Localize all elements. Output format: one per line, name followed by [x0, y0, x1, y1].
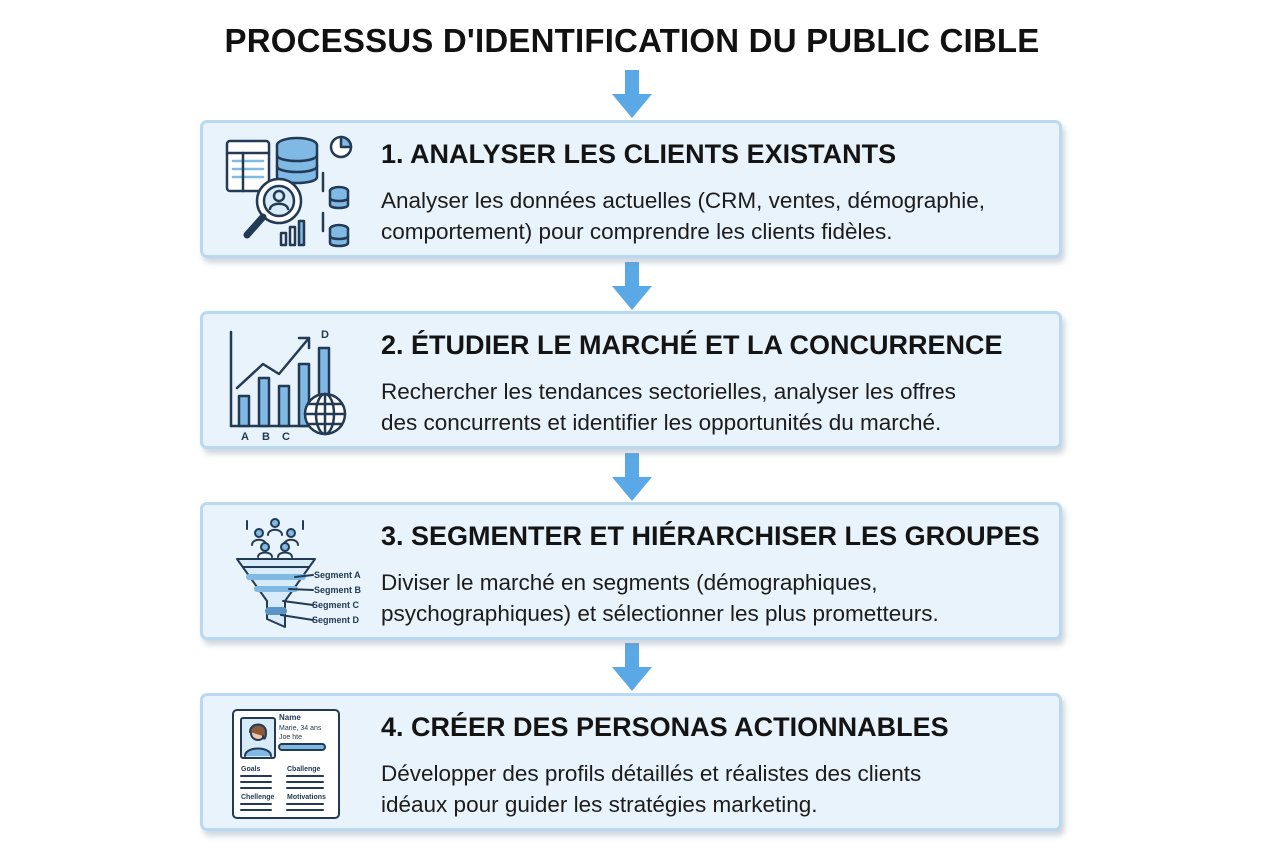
axis-label-d: D	[321, 329, 329, 341]
segment-label-a: Segment A	[314, 570, 361, 580]
step-1-desc-line-1: Analyser les données actuelles (CRM, ventes, démographie,	[381, 188, 986, 213]
step-2-desc-line-2: des concurrents et identifier les opportunités du marché.	[381, 410, 942, 435]
segment-label-b: Segment B	[314, 585, 362, 595]
step-1-box	[200, 120, 1062, 258]
step-1-title: 1. ANALYSER LES CLIENTS EXISTANTS	[381, 139, 897, 169]
down-arrow-icon	[612, 453, 652, 503]
persona-goals-label: Goals	[241, 766, 261, 773]
down-arrow-icon	[612, 70, 652, 120]
segment-label-c: Segment C	[312, 600, 360, 610]
step-1-desc-line-2: comportement) pour comprendre les clients fidèles.	[381, 219, 893, 244]
step-3-desc-line-2: psychographiques) et sélectionner les plus prometteurs.	[381, 601, 939, 626]
persona-challenge-label-1: Cballenge	[287, 766, 321, 773]
segment-label-d: Segment D	[312, 615, 360, 625]
step-2-box	[200, 311, 1062, 449]
step-3-desc-line-1: Diviser le marché en segments (démographiques,	[381, 570, 878, 595]
step-4-box	[200, 693, 1062, 831]
persona-detail-label: Marie, 34 ans	[279, 725, 322, 732]
step-2-title: 2. ÉTUDIER LE MARCHÉ ET LA CONCURRENCE	[381, 330, 1003, 360]
down-arrow-icon	[612, 262, 652, 312]
step-3-title: 3. SEGMENTER ET HIÉRARCHISER LES GROUPES	[381, 521, 1040, 551]
step-4-description	[381, 758, 1061, 820]
step-2-description	[381, 376, 1061, 438]
step-4-title: 4. CRÉER DES PERSONAS ACTIONNABLES	[381, 712, 949, 742]
diagram-title: PROCESSUS D'IDENTIFICATION DU PUBLIC CIBLE	[224, 22, 1040, 59]
axis-label-c: C	[282, 431, 290, 443]
persona-motivations-label: Motivations	[287, 794, 326, 801]
step-4-desc-line-1: Développer des profils détaillés et réalistes des clients	[381, 761, 922, 786]
data-analysis-icon	[223, 133, 355, 249]
step-2-desc-line-1: Rechercher les tendances sectorielles, analyser les offres	[381, 379, 956, 404]
down-arrow-icon	[612, 643, 652, 693]
persona-challenge-label-2: Chellenge	[241, 794, 275, 801]
step-1-description	[381, 185, 1061, 247]
step-3-box	[200, 502, 1062, 640]
axis-label-a: A	[241, 431, 249, 443]
step-3-description	[381, 567, 1061, 629]
step-4-desc-line-2: idéaux pour guider les stratégies marketing.	[381, 792, 818, 817]
persona-name-label: Name	[279, 713, 301, 722]
persona-job-label: Joe hte	[279, 734, 302, 741]
axis-label-b: B	[262, 431, 270, 443]
